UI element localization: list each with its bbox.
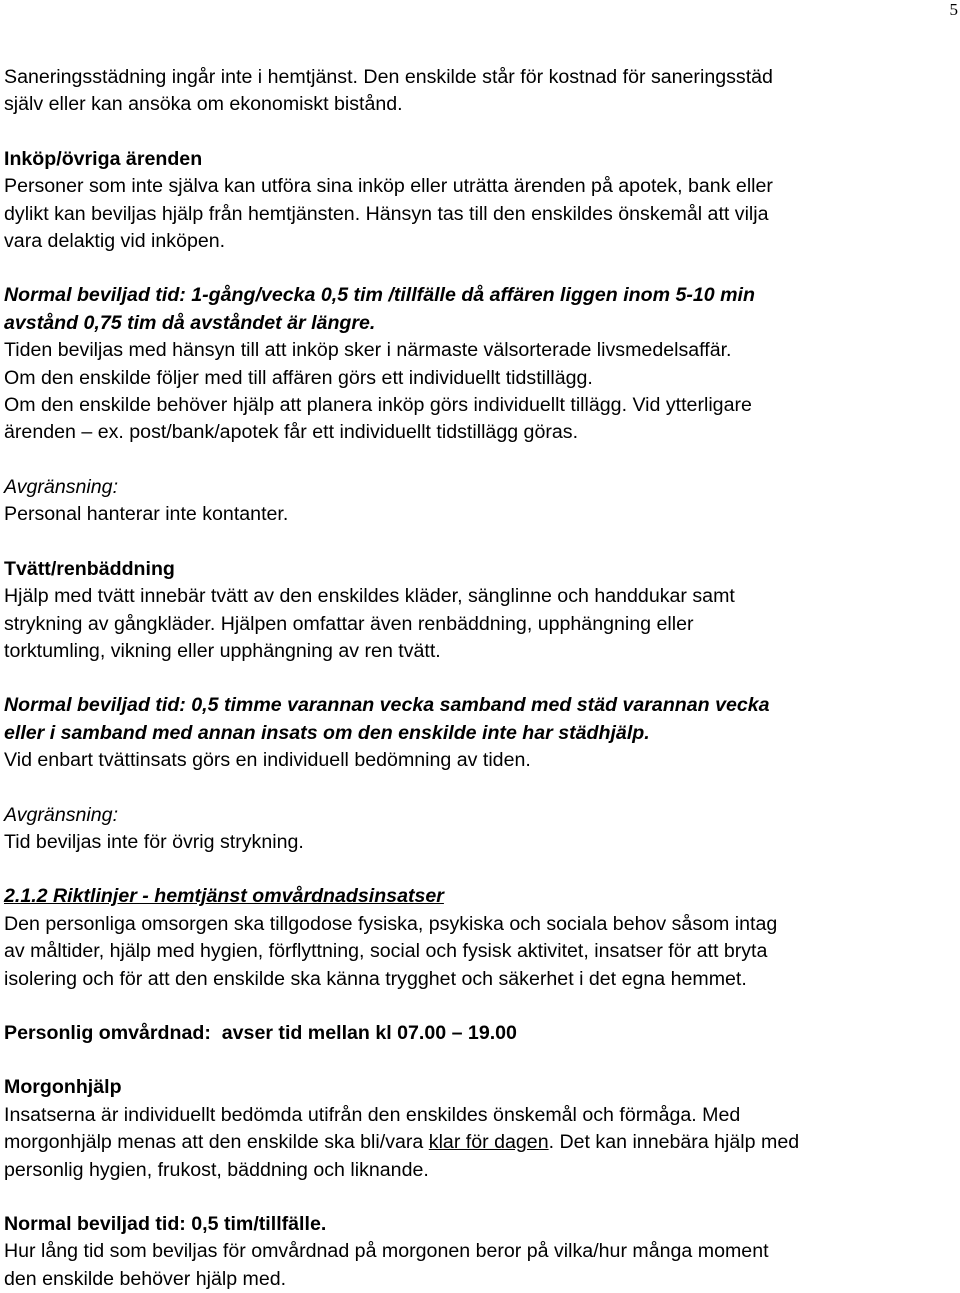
personlig-label: Personlig omvårdnad: — [4, 1021, 211, 1044]
normal-time-tvatt: Normal beviljad tid: 0,5 timme varannan vecka samband med städ varannan vecka — [4, 694, 770, 717]
personlig-omvardnad — [4, 1020, 960, 1047]
paragraph-line: Den personliga omsorgen ska tillgodose fysiska, psykiska och sociala behov såsom intag — [4, 912, 778, 935]
heading-tvatt: Tvätt/renbäddning — [4, 557, 175, 580]
paragraph-line: isolering och för att den enskilde ska känna trygghet och säkerhet i det egna hemmet. — [4, 967, 747, 990]
paragraph-line: själv eller kan ansöka om ekonomiskt bistånd. — [4, 93, 403, 116]
limit-text: Tid beviljas inte för övrig strykning. — [4, 830, 304, 853]
limit-text: Personal hanterar inte kontanter. — [4, 503, 289, 526]
paragraph-line: Om den enskilde följer med till affären görs ett individuellt tidstillägg. — [4, 366, 593, 389]
text-segment: . Det kan innebära hjälp med — [548, 1131, 800, 1154]
paragraph-line — [4, 1129, 960, 1156]
paragraph-line: Om den enskilde behöver hjälp att planera inköp görs individuellt tillägg. Vid ytterligare — [4, 394, 752, 417]
heading-morgon: Morgonhjälp — [4, 1076, 122, 1099]
text-segment: morgonhjälp menas att den enskilde ska bli/vara — [4, 1131, 429, 1154]
paragraph-line: Hjälp med tvätt innebär tvätt av den enskildes kläder, sänglinne och handdukar samt — [4, 585, 735, 608]
paragraph-line: strykning av gångkläder. Hjälpen omfattar även renbäddning, upphängning eller — [4, 612, 694, 635]
page-number: 5 — [949, 0, 958, 19]
paragraph-line: Tiden beviljas med hänsyn till att inköp sker i närmaste välsorterade livsmedelsaffär. — [4, 339, 732, 362]
paragraph-line: Hur lång tid som beviljas för omvårdnad på morgonen beror på vilka/hur många moment — [4, 1240, 769, 1263]
paragraph-line: torktumling, vikning eller upphängning av ren tvätt. — [4, 639, 441, 662]
limit-label: Avgränsning: — [4, 475, 119, 498]
section-heading: 2.1.2 Riktlinjer - hemtjänst omvårdnadsinsatser — [4, 885, 444, 908]
paragraph-line: Personer som inte själva kan utföra sina inköp eller uträtta ärenden på apotek, bank eller — [4, 175, 773, 198]
paragraph-line: Saneringsstädning ingår inte i hemtjänst. Den enskilde står för kostnad för saneringsstäd — [4, 66, 773, 88]
document-body — [4, 64, 960, 1293]
heading-inkop: Inköp/övriga ärenden — [4, 147, 203, 170]
paragraph-line: ärenden – ex. post/bank/apotek får ett individuellt tidstillägg göras. — [4, 421, 579, 444]
paragraph-line: vara delaktig vid inköpen. — [4, 230, 226, 253]
paragraph-line: den enskilde behöver hjälp med. — [4, 1267, 287, 1290]
limit-label: Avgränsning: — [4, 803, 119, 826]
paragraph-line: dylikt kan beviljas hjälp från hemtjänsten. Hänsyn tas till den enskildes önskemål att vilja — [4, 202, 769, 225]
paragraph-line: Insatserna är individuellt bedömda utifrån den enskildes önskemål och förmåga. Med — [4, 1103, 741, 1126]
personlig-value: avser tid mellan kl 07.00 – 19.00 — [221, 1021, 517, 1044]
normal-time-inkop: Normal beviljad tid: 1-gång/vecka 0,5 tim /tillfälle då affären liggen inom 5-10 min — [4, 284, 755, 307]
paragraph-line: Vid enbart tvättinsats görs en individuell bedömning av tiden. — [4, 749, 531, 772]
paragraph-line: av måltider, hjälp med hygien, förflyttning, social och fysisk aktivitet, insatser för att bryta — [4, 940, 768, 963]
underlined-text: klar för dagen — [428, 1131, 549, 1154]
normal-time-morgon: Normal beviljad tid: 0,5 tim/tillfälle. — [4, 1213, 327, 1235]
normal-time-inkop: avstånd 0,75 tim då avståndet är längre. — [4, 311, 376, 334]
paragraph-line: personlig hygien, frukost, bäddning och liknande. — [4, 1158, 429, 1181]
normal-time-tvatt: eller i samband med annan insats om den enskilde inte har städhjälp. — [4, 721, 650, 744]
